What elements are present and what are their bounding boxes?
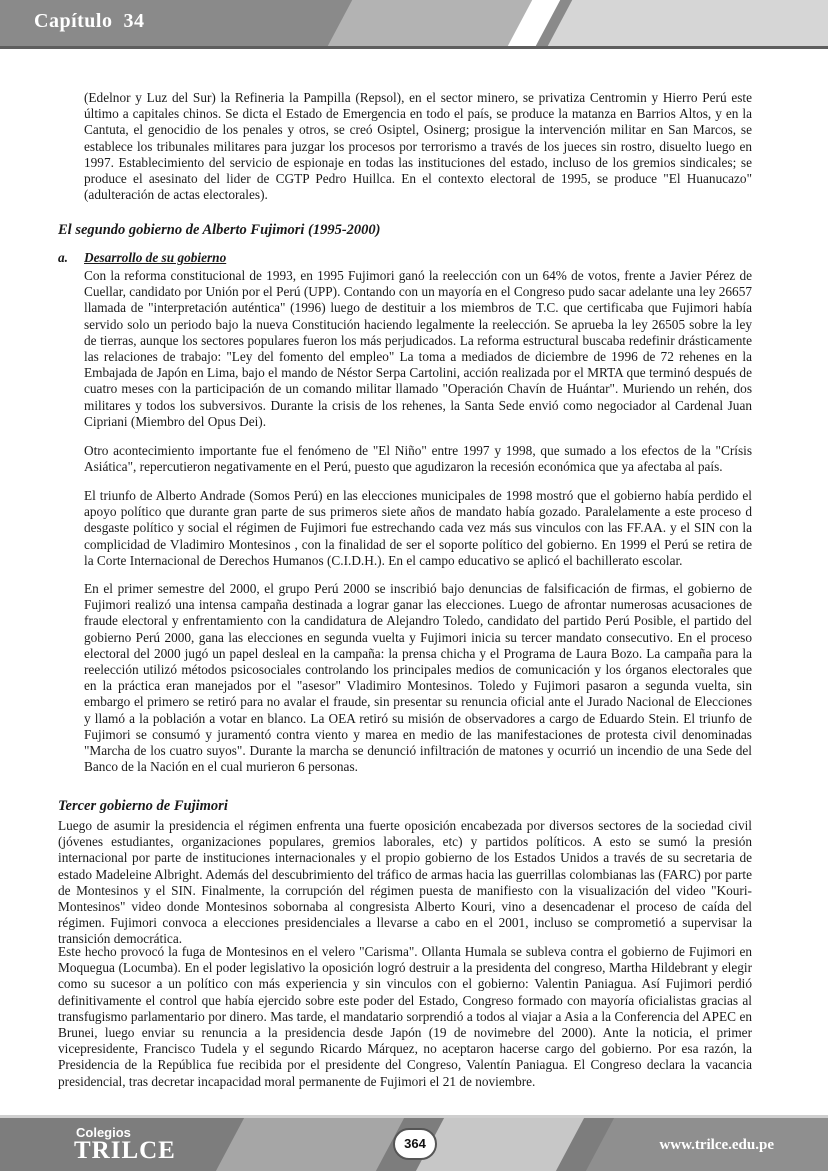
- header-decor-stripe: [548, 0, 828, 46]
- footer-decor-stripe: [216, 1118, 404, 1171]
- footer-decor-stripe: [416, 1118, 584, 1171]
- page-number: 364: [393, 1128, 437, 1160]
- logo-colegios: Colegios: [76, 1125, 131, 1140]
- intro-paragraph: (Edelnor y Luz del Sur) la Refineria la Pampilla (Repsol), en el sector minero, se privatiza Centromin y Hierro Perú este último a capitales chinos. Se dicta el Estado de Emergencia en todo el país, se produce la matanza en Barrios Altos, y en la Cantuta, el genocidio de los penales y otros, se creó Osiptel, Osinerg; prosigue la intervención militar en San Marcos, se establece los tribunales militares para juzgar los procesos por terrorismo a través de los jueces sin rostro, disuelto luego en 1997. Establecimiento del servicio de espionaje en todas las instituciones del estado, incluso de los gremios sindicales; se produce el asesinato del lider de CGTP Pedro Huillca. En el contexto electoral de 1995, se produce "El Huanucazo" (adulteración de actas electorales).: [84, 90, 752, 203]
- paragraph: Luego de asumir la presidencia el régimen enfrenta una fuerte oposición encabezada por diversos sectores de la sociedad civil (jóvenes estudiantes, organizaciones populares, gremios laborales, etc) y partidos políticos. A esto se sumó la presión internacional por parte de instituciones internacionales y el propio gobierno de los Estados Unidos a través de su secretaria de estado Madeleine Albright. Además del descubrimiento del tráfico de armas hacia las guerrillas colombianas las (FARC) por parte de Montesinos y el SIN. Finalmente, la corrupción del régimen puesta de manifiesto con la visualización del video "Kouri-Montesinos" video donde Montesinos sobornaba al congresista Alberto Kouri, vino a desencadenar el proceso de caída del régimen. Fujimori convoca a elecciones presidenciales a llevarse a cabo en el 2001, incluso se comprometió a supervisar la transición democrática.: [58, 818, 752, 947]
- paragraph: Otro acontecimiento importante fue el fenómeno de "El Niño" entre 1997 y 1998, que sumado a los efectos de la "Crísis Asiática", repercutieron negativamente en el Perú, puesto que agudizaron la recesión económica que ya afectaba al país.: [84, 443, 752, 475]
- paragraph: Este hecho provocó la fuga de Montesinos en el velero "Carisma". Ollanta Humala se subleva contra el gobierno de Fujimori en Moquegua (Locumba). En el poder legislativo la oposición logró destruir a la presidenta del congreso, Martha Hildebrant y elegir como su sucesor a un político con más experiencia y sin vinculos con el gobierno: Valentin Paniagua. Así Fujimori perdió definitivamente el control que había ejercido sobre este poder del Estado, Congreso formado con mayoría oficialistas gracias al transfugismo parlamentario por dinero. Mas tarde, el mandatario sorprendió a todos al viajar a Asia a la Conferencia del APEC en Brunei, luego enviar su renuncia a la presidencia desde Japón (19 de novimebre del 2000). Ante la noticia, el primer vicepresidente, Francisco Tudela y el segundo Ricardo Márquez, no aceptaron hacerse cargo del gobierno. Por esa razón, la Presidencia de la República fue recibida por el presidente del Congreso, Valentín Paniagua. El Congreso declara la vacancia presidencial, tras decretar incapacidad moral permanente de Fujimori el 21 de noviembre.: [58, 944, 752, 1089]
- logo-trilce: TRILCE: [74, 1137, 176, 1164]
- paragraph: Con la reforma constitucional de 1993, en 1995 Fujimori ganó la reelección con un 64% de votos, frente a Javier Pérez de Cuellar, candidato por Unión por el Perú (UPP). Contando con un mayoría en el Congreso pudo sacar adelante una ley 26657 llamada de "interpretación auténtica" (1996) luego de destituir a los miembros de T.C. que certificaba que Fujimori había servido solo un periodo bajo la nueva Constitución haciendo legalmente la reelección. Se aprueba la ley 26505 sobre la ley de tierras, aunque los sectores populares fueron los más perjudicados. La reforma estructural buscaba redefinir drásticamente las relaciones de trabajo: "Ley del fomento del empleo" La toma a mediados de diciembre de 1996 de 72 rehenes en la Embajada de Japón en Lima, bajo el mando de Néstor Serpa Cartolini, acción realizada por el MRTA que terminó después de cuatro meses con la participación de un comando militar llamado "Operación Chavín de Huántar". Muriendo un rehén, dos militares y todos los subversivos. Durante la crisis de los rehenes, la Santa Sede envió como negociador al Cardenal Juan Cipriani (Miembro del Opus Dei).: [84, 268, 752, 429]
- header-divider: [0, 46, 828, 49]
- chapter-number: 34: [123, 10, 145, 32]
- subsection-title: Desarrollo de su gobierno: [84, 250, 227, 265]
- website-link[interactable]: www.trilce.edu.pe: [659, 1137, 774, 1153]
- chapter-label: Capítulo: [34, 10, 113, 32]
- page-header: [0, 0, 828, 46]
- section-title-second-government: El segundo gobierno de Alberto Fujimori (1995-2000): [58, 222, 381, 238]
- chapter-title: [34, 10, 144, 33]
- paragraph: En el primer semestre del 2000, el grupo Perú 2000 se inscribió bajo denuncias de falsificación de firmas, el gobierno de Fujimori realizó una intensa campaña destinada a lograr ganar las elecciones. Luego de afrontar numerosas acusaciones de fraude electoral y enfrentamiento con la candidatura de Alejandro Toledo, candidato del partido Perú Posible, el partido del gobierno Perú 2000, gana las elecciones en segunda vuelta y Fujimori inicia su tercer mandato consecutivo. En el proceso electoral del 2000 jugó un papel desleal en la campaña: la prensa chicha y el Programa de Laura Bozo. La campaña para la reelección utilizó métodos psicosociales controlando los principales medios de comunicación y los órganos electorales que en la práctica eran manejados por el "asesor" Vladimiro Montesinos. Toledo y Fujimori pasaron a segunda vuelta, sin embargo el primero se retiró para no avalar el fraude, sin presentar su renuncia oficial ante el Jurado Nacional de Elecciones y llamó a la población a votar en blanco. La OEA retiró su misión de observadores a cargo de Eduardo Stein. El triunfo de Fujimori se consumó y juramentó contra viento y marea en medio de las manifestaciones de protesta civil denominadas "Marcha de los cuatro suyos". Durante la marcha se denunció infiltración de matones y ocurrió un incendio de una Sede del Banco de la Nación en el cual murieron 6 personas.: [84, 581, 752, 775]
- subsection-heading: [58, 250, 226, 266]
- section-title-third-government: Tercer gobierno de Fujimori: [58, 798, 228, 814]
- subsection-label: a.: [58, 250, 68, 265]
- paragraph: El triunfo de Alberto Andrade (Somos Perú) en las elecciones municipales de 1998 mostró que el gobierno había perdido el apoyo político que durante gran parte de sus primeros siete años de mandato había gozado. Paralelamente a este proceso d desgaste político y social el régimen de Fujimori fue estrechando cada vez más sus vinculos con las FF.AA. y el SIN con la complicidad de Vladimiro Montesinos , con la finalidad de ser el soporte político del gobierno. En 1999 el Perú se retira de la Corte Internacional de Derechos Humanos (C.I.D.H.). En el campo educativo se aplicó el bachillerato escolar.: [84, 488, 752, 568]
